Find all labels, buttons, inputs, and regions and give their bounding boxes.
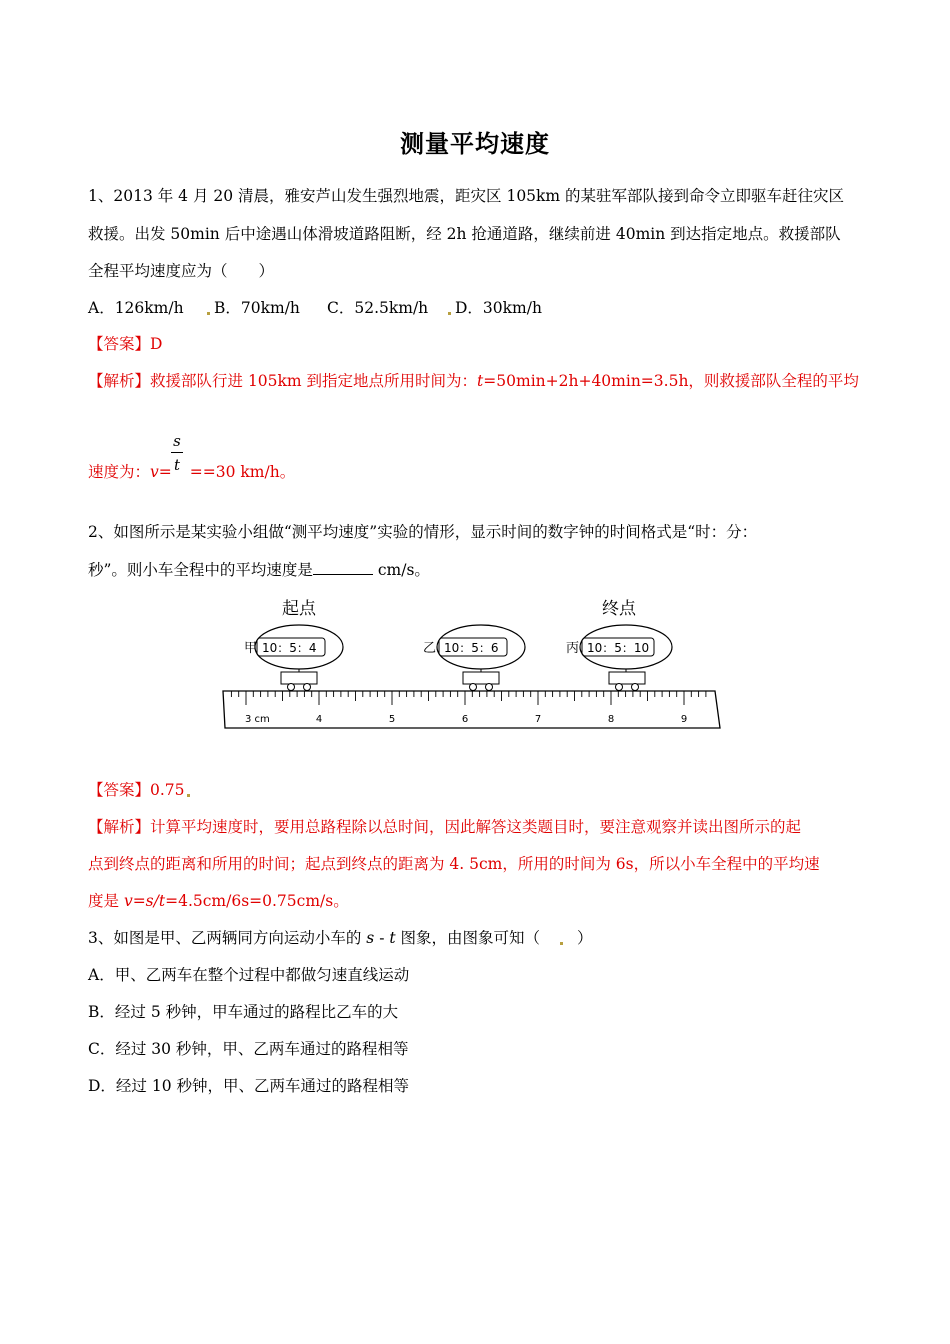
analysis-text: 计算平均速度时，要用总路程除以总时间，因此解答这类题目时，要注意观察并读出图所示的起 — [150, 818, 802, 836]
clock-time: 10：5：6 — [444, 641, 499, 655]
variable-t: t — [477, 372, 484, 390]
start-label: 起点 — [282, 599, 316, 619]
variable-t: t — [389, 929, 396, 947]
q1-option-d: D．30km/h — [455, 299, 542, 317]
q2-text: cm/s。 — [372, 561, 430, 579]
ruler-label: 3 cm — [245, 714, 270, 725]
analysis-text: 救援部队行进 105km 到指定地点所用时间为： — [150, 372, 478, 390]
q3-text-line-1 — [88, 928, 593, 948]
q2-text: 秒”。则小车全程中的平均速度是 — [88, 561, 313, 579]
q3-text: 3、如图是甲、乙两辆同方向运动小车的 — [88, 929, 367, 947]
page-title: 测量平均速度 — [400, 129, 550, 158]
ruler-label: 9 — [680, 714, 688, 725]
clock-bing — [566, 625, 672, 691]
q2-text-line-2 — [88, 560, 430, 580]
analysis-text: =50min+2h+40min=3.5h，则救援部队全程的平均 — [483, 372, 859, 390]
clock-name: 乙 — [423, 641, 437, 656]
q2-analysis-line-1 — [88, 817, 801, 837]
answer-blank — [313, 560, 373, 575]
q2-analysis-line-3 — [88, 891, 349, 911]
q1-text-line-1: 1、2013 年 4 月 20 清晨，雅安芦山发生强烈地震，距灾区 105km 的某驻军部队接到命令立即驱车赶往灾区 — [88, 187, 845, 205]
analysis-text: 速度为： — [88, 463, 151, 481]
analysis-text: = — [158, 463, 172, 481]
clock-name: 甲 — [244, 641, 258, 656]
q2-text-line-1: 2、如图所示是某实验小组做“测平均速度”实验的情形，显示时间的数字钟的时间格式是“时：分： — [88, 523, 758, 541]
q3-text: 图象，由图象可知（ — [395, 929, 541, 947]
q3-text: - — [374, 929, 390, 947]
fraction-denominator: t — [173, 456, 181, 474]
q3-option-c: C．经过 30 秒钟，甲、乙两车通过的路程相等 — [88, 1040, 409, 1058]
clock-yi — [423, 625, 525, 691]
ruler-label: 6 — [461, 714, 469, 725]
q3-option-b: B．经过 5 秒钟，甲车通过的路程比乙车的大 — [88, 1003, 399, 1021]
ruler-label: 7 — [534, 714, 542, 725]
analysis-label: 【解析】 — [88, 372, 151, 390]
q3-option-d: D．经过 10 秒钟，甲、乙两车通过的路程相等 — [88, 1077, 410, 1095]
variable-s: s — [366, 929, 375, 947]
answer-value: D — [150, 335, 163, 353]
q1-option-c: C．52.5km/h — [327, 299, 429, 317]
q2-answer — [88, 780, 192, 800]
q1-text-line-3: 全程平均速度应为（ ） — [88, 262, 275, 280]
q3-text: ） — [577, 929, 593, 947]
answer-label: 【答案】 — [88, 335, 151, 353]
variable-v: v — [150, 463, 159, 481]
analysis-text: ==30 km/h。 — [189, 463, 296, 481]
marker-dot — [448, 312, 451, 315]
ruler-label: 5 — [388, 714, 396, 725]
q1-analysis-line-1 — [88, 371, 859, 391]
ruler-figure — [215, 594, 725, 734]
clock-name: 丙 — [566, 641, 580, 656]
analysis-text: 度是 — [88, 892, 124, 910]
fraction-numerator: s — [173, 432, 181, 450]
ruler-label: 8 — [607, 714, 615, 725]
clock-time: 10：5：4 — [262, 641, 317, 655]
q1-option-b: B．70km/h — [214, 299, 300, 317]
answer-value: 0.75 — [150, 781, 185, 799]
clock-time: 10：5：10 — [587, 641, 650, 655]
end-label: 终点 — [602, 599, 636, 619]
marker-dot — [560, 942, 563, 945]
q2-analysis-line-2: 点到终点的距离和所用的时间；起点到终点的距离为 4. 5cm，所用的时间为 6s，所以小车全程中的平均速 — [88, 855, 820, 873]
ruler-label: 4 — [315, 714, 323, 725]
analysis-text: =4.5cm/6s=0.75cm/s。 — [165, 892, 349, 910]
q1-answer — [88, 334, 162, 354]
q1-text-line-2: 救援。出发 50min 后中途遇山体滑坡道路阻断，经 2h 抢通道路，继续前进 40min 到达指定地点。救援部队 — [88, 225, 841, 243]
fraction-bar — [171, 452, 183, 453]
marker-dot — [207, 312, 210, 315]
formula: v=s/t — [123, 892, 166, 910]
q1-analysis-line-2 — [88, 462, 295, 482]
q1-option-a: A．126km/h — [88, 299, 184, 317]
q3-option-a: A．甲、乙两车在整个过程中都做匀速直线运动 — [88, 966, 410, 984]
clock-jia — [244, 625, 343, 691]
marker-dot — [187, 794, 190, 797]
answer-label: 【答案】 — [88, 781, 151, 799]
analysis-label: 【解析】 — [88, 818, 151, 836]
